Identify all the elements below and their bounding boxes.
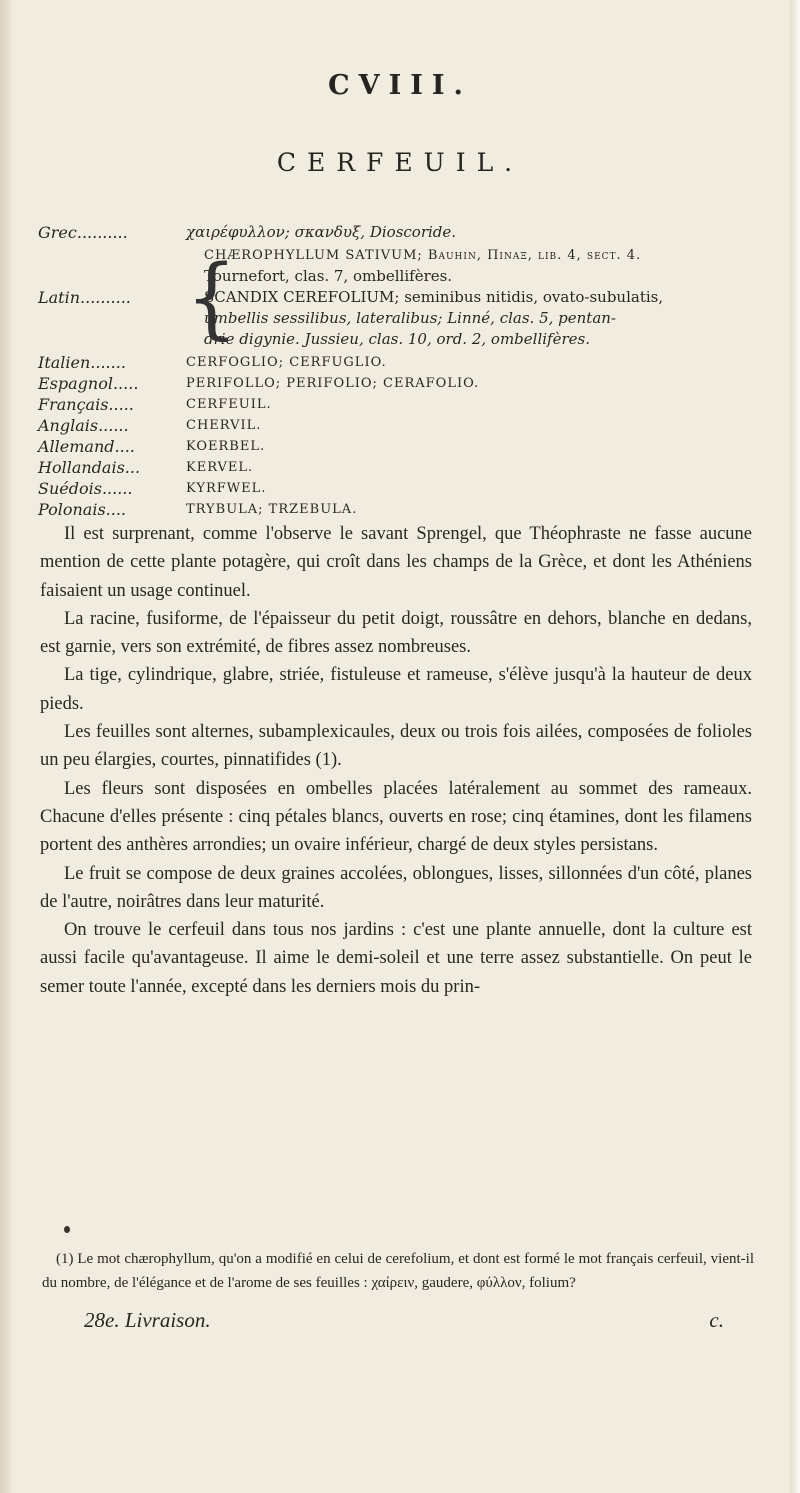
name-row-swedish [38, 478, 758, 499]
latin-line: Tournefort, clas. 7, ombellifères. [204, 267, 453, 285]
name-row-latin [38, 245, 758, 350]
paragraph: On trouve le cerfeuil dans tous nos jardins : c'est une plante annuelle, dont la culture est aussi facile qu'avantageuse. Il aime le demi-soleil et une terre assez substantielle. On peut le semer toute l'année, excepté dans les derniers mois du prin- [40, 920, 752, 997]
page-title: CERFEUIL. [276, 148, 524, 177]
name-row-german [38, 436, 758, 457]
name-row-english [38, 415, 758, 436]
paragraph: Il est surprenant, comme l'observe le savant Sprengel, que Théophraste ne fasse aucune mention de cette plante potagère, qui croît dans les champs de la Grèce, et dont les Athéniens faisaient un usage continuel. [40, 524, 752, 601]
name-term: TRYBULA; TRZEBULA. [186, 502, 358, 517]
name-term [186, 222, 758, 243]
name-row-spanish [38, 373, 758, 394]
name-term: CERFOGLIO; CERFUGLIO. [186, 355, 387, 370]
language-label: Polonais.... [38, 500, 127, 519]
livraison-label: 28e. Livraison. [84, 1308, 211, 1332]
name-row-dutch [38, 457, 758, 478]
ink-spot [64, 1226, 70, 1233]
name-term: KERVEL. [186, 460, 254, 475]
page-right-edge [790, 0, 800, 1493]
greek-term: χαιρέφυλλον; σκανδυξ, Dioscoride. [186, 223, 457, 241]
plate-number: CVIII. [328, 70, 472, 101]
language-label: Français..... [38, 395, 134, 414]
name-term: KYRFWEL. [186, 481, 267, 496]
paragraph: Le fruit se compose de deux graines accolées, oblongues, lisses, sillonnées d'un côté, planes de l'autre, noirâtres dans leur maturité. [40, 863, 752, 912]
paragraph: La tige, cylindrique, glabre, striée, fistuleuse et rameuse, s'élève jusqu'à la hauteur de deux pieds. [40, 665, 752, 714]
name-row-greek [38, 222, 758, 243]
language-label: Espagnol..... [38, 374, 139, 393]
name-row-french [38, 394, 758, 415]
signature-mark: c. [709, 1308, 724, 1332]
paragraph: La racine, fusiforme, de l'épaisseur du petit doigt, roussâtre en dehors, blanche en dedans, est garnie, vers son extrémité, de fibres assez nombreuses. [40, 608, 752, 658]
name-row-polish [38, 499, 758, 520]
latin-line: umbellis sessilibus, lateralibus; Linné, clas. 5, pentan- [204, 309, 617, 327]
name-term: KOERBEL. [186, 439, 266, 454]
latin-synonyms [204, 245, 758, 350]
language-label: Anglais...... [38, 416, 129, 435]
paragraph: Les fleurs sont disposées en ombelles placées latéralement au sommet des rameaux. Chacune d'elles présente : cinq pétales blancs, ouverts en rose; cinq étamines, dont les filamens portent des anthères arrondies; un ovaire inférieur, chargé de deux styles persistans. [40, 778, 752, 856]
paragraph: Les feuilles sont alternes, subamplexicaules, deux ou trois fois ailées, composées de folioles un peu élargies, courtes, pinnatifides (1). [40, 722, 752, 771]
footnote-text: (1) Le mot chærophyllum, qu'on a modifié en celui de cerefolium, et dont est formé le mot français cerfeuil, vient-il du nombre, de l'élégance et de l'arome de ses feuilles : χαίρειν, gaudere, φύλλον, folium? [42, 1251, 754, 1291]
language-label: Latin.......... [38, 288, 131, 307]
latin-line: CHÆROPHYLLUM SATIVUM; Bauhin, Πιναξ, lib. 4, sect. 4. [204, 248, 642, 263]
page-left-edge [0, 0, 14, 1493]
language-label: Allemand.... [38, 437, 135, 456]
language-label: Grec.......... [38, 223, 128, 242]
latin-line: drie digynie. Jussieu, clas. 10, ord. 2, ombellifères. [204, 330, 590, 348]
vernacular-names-table [38, 222, 758, 520]
language-label: Hollandais... [38, 458, 141, 477]
name-row-italian [38, 352, 758, 373]
brace-symbol: { [186, 245, 237, 349]
page-footer [84, 1308, 724, 1333]
name-term: CHERVIL. [186, 418, 262, 433]
footnote [42, 1247, 754, 1295]
name-term: CERFEUIL. [186, 397, 272, 412]
language-label: Italien....... [38, 353, 126, 372]
name-term: PERIFOLLO; PERIFOLIO; CERAFOLIO. [186, 376, 480, 391]
body-text [40, 520, 752, 1001]
language-label: Suédois...... [38, 479, 133, 498]
latin-line: SCANDIX CEREFOLIUM; seminibus nitidis, ovato-subulatis, [204, 288, 664, 306]
